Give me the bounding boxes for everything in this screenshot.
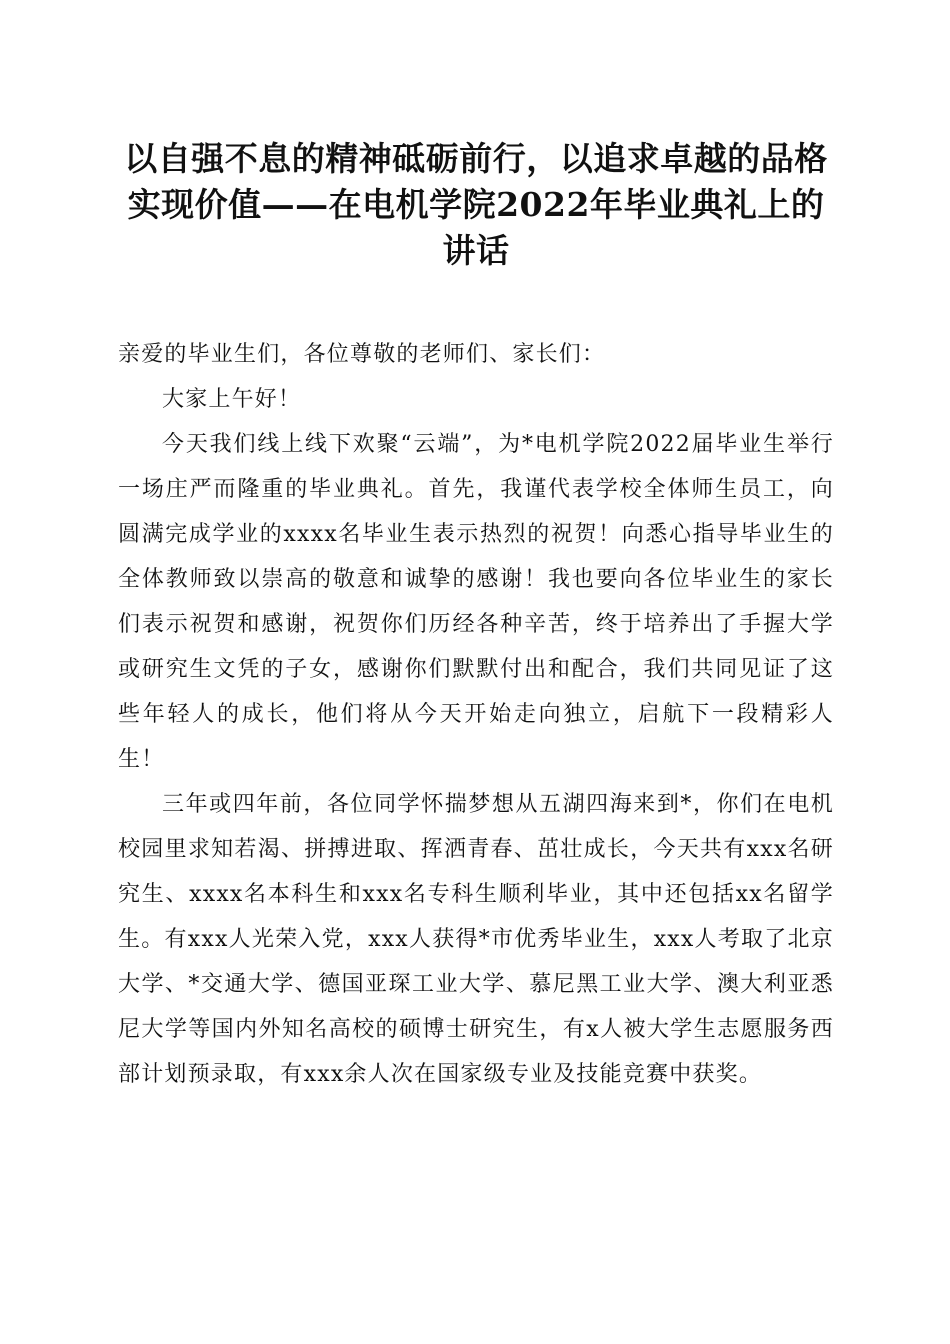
- paragraph-opening: 今天我们线上线下欢聚“云端”，为*电机学院2022届毕业生举行一场庄严而隆重的毕业典礼。首先，我谨代表学校全体师生员工，向圆满完成学业的xxxx名毕业生表示热烈的祝贺！向悉心指导毕业生的全体教师致以崇高的敬意和诚挚的感谢！我也要向各位毕业生的家长们表示祝贺和感谢，祝贺你们历经各种辛苦，终于培养出了手握大学或研究生文凭的子女，感谢你们默默付出和配合，我们共同见证了这些年轻人的成长，他们将从今天开始走向独立，启航下一段精彩人生！: [118, 432, 834, 772]
- paragraph-greeting: 大家上午好！: [162, 387, 302, 412]
- salutation: 亲爱的毕业生们，各位尊敬的老师们、家长们：: [118, 342, 606, 367]
- paragraph-achievements: 三年或四年前，各位同学怀揣梦想从五湖四海来到*，你们在电机校园里求知若渴、拼搏进取、挥洒青春、茁壮成长，今天共有xxx名研究生、xxxx名本科生和xxx名专科生顺利毕业，其中还包括xx名留学生。有xxx人光荣入党，xxx人获得*市优秀毕业生，xxx人考取了北京大学、*交通大学、德国亚琛工业大学、慕尼黑工业大学、澳大利亚悉尼大学等国内外知名高校的硕博士研究生，有x人被大学生志愿服务西部计划预录取，有xxx余人次在国家级专业及技能竞赛中获奖。: [118, 792, 834, 1087]
- document-title: 以自强不息的精神砥砺前行，以追求卓越的品格实现价值——在电机学院2022年毕业典礼上的讲话: [124, 139, 828, 270]
- document-page: [118, 136, 834, 1097]
- document-body: [118, 332, 834, 1097]
